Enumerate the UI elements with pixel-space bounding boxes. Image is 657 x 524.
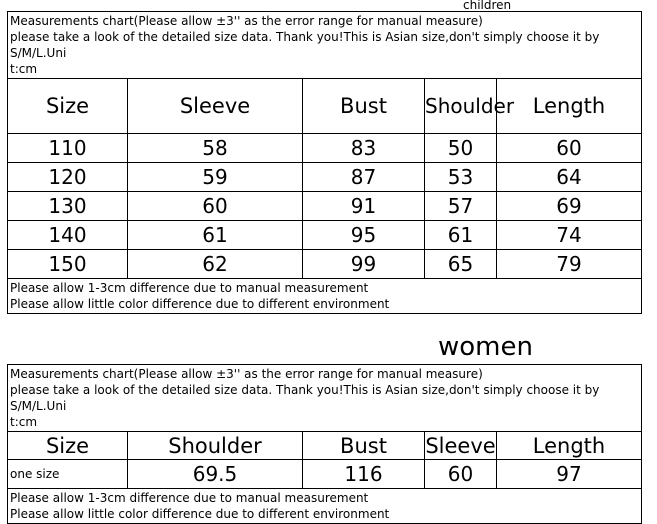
- children-cell: 150: [8, 250, 128, 279]
- women-cell: 60: [425, 460, 497, 489]
- women-cell-size: one size: [8, 460, 128, 489]
- women-note: [8, 365, 642, 432]
- children-title: children: [463, 0, 512, 12]
- children-cell: 140: [8, 221, 128, 250]
- women-title: women: [438, 332, 533, 362]
- children-cell: 120: [8, 163, 128, 192]
- children-size-table: [7, 11, 642, 314]
- women-header-sleeve: Sleeve: [425, 433, 496, 458]
- children-cell: 61: [128, 221, 303, 250]
- women-cell: 97: [497, 460, 642, 489]
- children-header-sleeve: Sleeve: [128, 79, 303, 134]
- children-header-length: Length: [497, 79, 642, 134]
- children-footer: [8, 279, 642, 314]
- women-note-line-2: please take a look of the detailed size data. Thank you!This is Asian size,don't simply choose it by S/M/L.Uni: [10, 383, 600, 413]
- children-cell: 53: [425, 163, 497, 192]
- women-header-size: Size: [8, 432, 128, 460]
- children-cell: 79: [497, 250, 642, 279]
- children-note-line-2: please take a look of the detailed size data. Thank you!This is Asian size,don't simply choose it by S/M/L.Uni: [10, 30, 600, 60]
- women-footer-line-2: Please allow little color difference due to different environment: [10, 507, 390, 521]
- children-footer-line-1: Please allow 1-3cm difference due to manual measurement: [10, 281, 369, 295]
- children-note-line-3: t:cm: [10, 62, 38, 76]
- women-header-length: Length: [497, 432, 642, 460]
- children-cell: 50: [425, 134, 497, 163]
- children-cell: 59: [128, 163, 303, 192]
- children-cell: 110: [8, 134, 128, 163]
- women-header-bust: Bust: [303, 432, 425, 460]
- children-cell: 87: [303, 163, 425, 192]
- children-cell: 61: [425, 221, 497, 250]
- women-footer: [8, 489, 642, 524]
- children-cell: 58: [128, 134, 303, 163]
- children-cell: 130: [8, 192, 128, 221]
- children-cell: 95: [303, 221, 425, 250]
- children-cell: 99: [303, 250, 425, 279]
- women-note-line-3: t:cm: [10, 415, 38, 429]
- children-header-bust: Bust: [303, 79, 425, 134]
- children-cell: 60: [128, 192, 303, 221]
- women-cell: 116: [303, 460, 425, 489]
- children-cell: 74: [497, 221, 642, 250]
- children-header-size: Size: [8, 79, 128, 134]
- children-cell: 64: [497, 163, 642, 192]
- children-cell: 60: [497, 134, 642, 163]
- women-header-shoulder: Shoulder: [128, 432, 303, 460]
- women-footer-line-1: Please allow 1-3cm difference due to manual measurement: [10, 491, 369, 505]
- children-cell: 57: [425, 192, 497, 221]
- children-note-line-1: Measurements chart(Please allow ±3'' as the error range for manual measure): [10, 14, 483, 28]
- children-cell: 83: [303, 134, 425, 163]
- children-footer-line-2: Please allow little color difference due to different environment: [10, 297, 390, 311]
- children-cell: 65: [425, 250, 497, 279]
- children-header-shoulder: Shoulder: [425, 79, 497, 134]
- children-cell: 91: [303, 192, 425, 221]
- children-note: [8, 12, 642, 79]
- women-cell: 69.5: [128, 460, 303, 489]
- women-note-line-1: Measurements chart(Please allow ±3'' as the error range for manual measure): [10, 367, 483, 381]
- women-size-table: [7, 364, 642, 524]
- children-cell: 62: [128, 250, 303, 279]
- children-cell: 69: [497, 192, 642, 221]
